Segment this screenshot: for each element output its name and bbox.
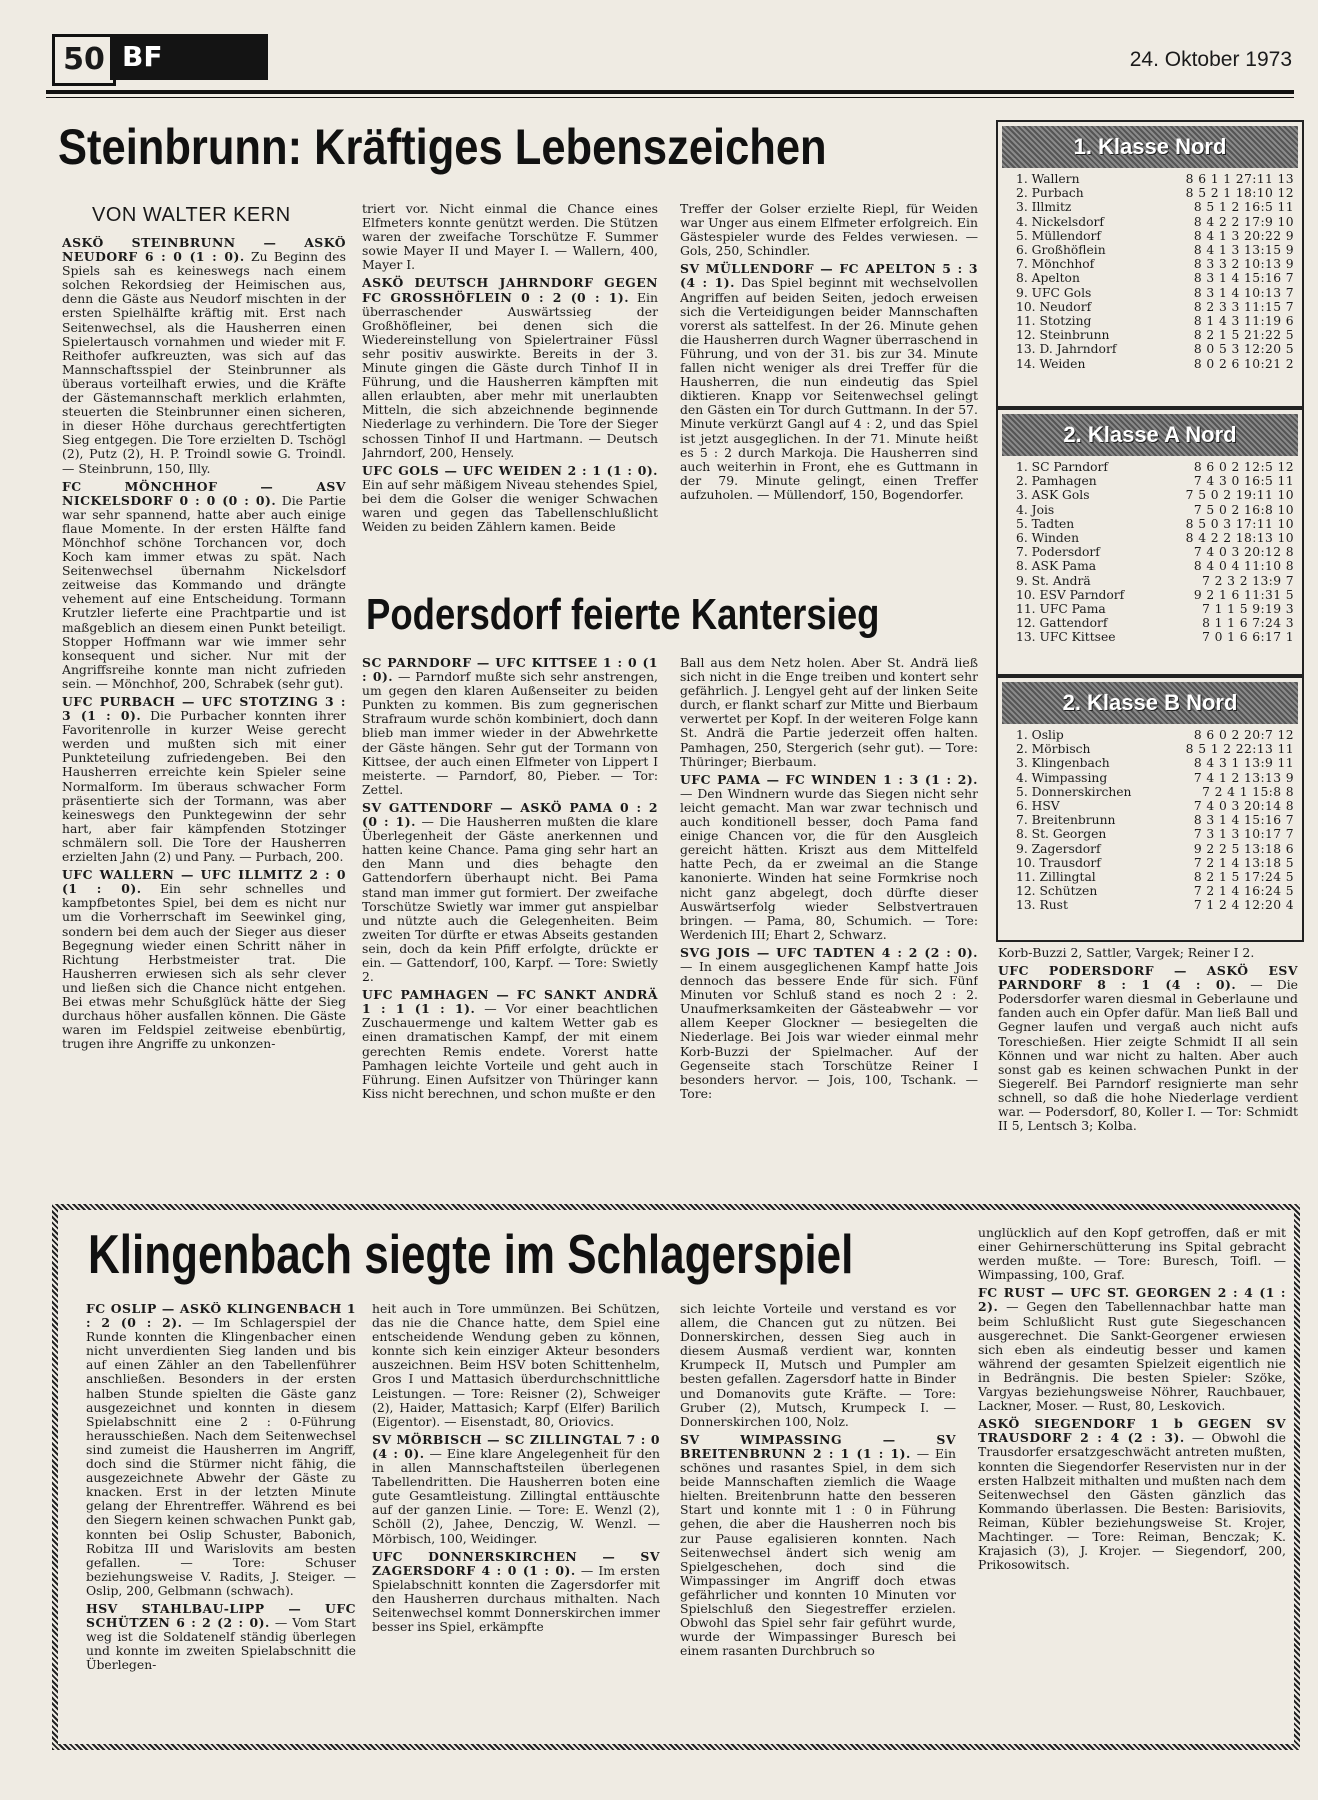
article2-column-1 bbox=[362, 656, 658, 1184]
paragraph bbox=[998, 964, 1298, 1133]
paragraph-text: — Eine klare Angelegenheit für den in allen Mannschaftsteilen überlegenen Tabellendritten. Die Hausherren boten eine gute Gesamtleistung. Zillingtal enttäuschte auf der ganzen Linie. — Tore: E. Wenzl (2), Schöll (2), Jahee, Denczig, W. Wenzl. — Mörbisch, 100, Weidinger. bbox=[372, 1445, 660, 1546]
team-stats: 7 0 1 6 6:17 1 bbox=[1202, 630, 1294, 645]
paragraph-text: Ein überraschender Auswärtssieg der Großhöfleiner, bei denen sich die Wiedereinstellung von Spielertrainer Füssl sehr positiv auswirkte. Bereits in der 3. Minute gingen die Gäste durch Tinhof II in Führung, und die Hausherren kämpften mit allen erlaubten, aber mehr mit unerlaubten Mitteln, die sich abzeichnende beginnende Niederlage zu verhindern. Die Tore der Sieger schossen Tinhof II und Hartmann. — Deutsch Jahrndorf, 200, Hensely. bbox=[362, 289, 658, 460]
match-heading: SC PARNDORF — UFC KITTSEE 1 : 0 (1 : 0). bbox=[362, 656, 658, 685]
table-row bbox=[998, 314, 1302, 328]
team-stats: 8 5 1 2 22:13 11 bbox=[1185, 742, 1294, 757]
match-heading: UFC PAMHAGEN — FC SANKT ANDRÄ 1 : 1 (1 : 1). bbox=[362, 987, 658, 1017]
paragraph bbox=[978, 1286, 1286, 1413]
table-row bbox=[998, 630, 1302, 644]
team-name: 12. Steinbrunn bbox=[1016, 328, 1110, 343]
article3-column-4 bbox=[978, 1226, 1286, 1732]
team-stats: 8 4 3 1 13:9 11 bbox=[1193, 756, 1294, 771]
team-name: 9. St. Andrä bbox=[1016, 573, 1091, 588]
paragraph-text: Zu Beginn des Spiels sah es keineswegs nach einem solchen Rekordsieg der Heimischen aus, denn die Gäste aus Neudorf mischten in der ersten Spielhälfte kräftig mit. Erst nach Seitenwechsel, als die Hausherren einen Spielertausch vornahmen und wieder mit F. Reithofer aufkreuzten, was sich auf das Mannschaftsspiel der Steinbrunner als überaus vorteilhaft erwies, und die Kräfte der Gästemannschaft merklich erlahmten, steuerten die Steinbrunner einen sicheren, in dieser Höhe durchaus gerechtfertigten Sieg entgegen. Die Tore erzielten D. Tschögl (2), Putz (2), H. P. Troindl sowie G. Troindl. — Steinbrunn, 150, Illy. bbox=[62, 249, 346, 476]
team-name: 3. Klingenbach bbox=[1016, 756, 1110, 771]
team-stats: 7 5 0 2 16:8 10 bbox=[1193, 502, 1294, 517]
team-name: 5. Tadten bbox=[1016, 516, 1075, 531]
paragraph-text: — Ein schönes und rasantes Spiel, in dem sich beide Mannschaften ziemlich die Waage hielten. Breitenbrunn hatte den besseren Start und konnte mit 1 : 0 in Führung gehen, die aber die Hausherren noch bis zur Pause egalisieren konnten. Nach Seitenwechsel ändert sich wenig am Spielgeschehen, doch sind die Wimpassinger im Angriff doch etwas gefährlicher und konnten 10 Minuten vor Spielschluß den Siegestreffer erzielen. Obwohl das Spiel sehr fair geführt wurde, wurde der Wimpassinger Buresch bei einem rasanten Durchbruch so bbox=[680, 1445, 956, 1659]
paragraph bbox=[680, 1302, 956, 1429]
team-stats: 8 5 2 1 18:10 12 bbox=[1185, 186, 1294, 201]
table-row bbox=[998, 271, 1302, 285]
team-stats: 8 4 1 3 20:22 9 bbox=[1193, 228, 1294, 243]
match-heading: UFC PAMA — FC WINDEN 1 : 3 (1 : 2). bbox=[680, 771, 978, 787]
paragraph-text: Die Purbacher konnten ihrer Favoritenrolle in kurzer Weise gerecht werden und mußten sich mit einer Punkteteilung zufriedengeben. Bei den Hausherren erreichte kein Spieler seine Normalform. Im überaus schwacher Form präsentierte sich der Tormann, was aber keineswegs den Punktegewinn der sehr hart, aber fair kämpfenden Stotzinger schmälern soll. Die Tore der Hausherren erzielten Jahn (2) und Pany. — Purbach, 200. bbox=[62, 708, 346, 865]
team-stats: 8 5 0 3 17:11 10 bbox=[1185, 516, 1294, 531]
table-row bbox=[998, 827, 1302, 841]
table-row bbox=[998, 357, 1302, 371]
paragraph bbox=[978, 1417, 1286, 1572]
table-row bbox=[998, 856, 1302, 870]
paragraph bbox=[372, 1550, 660, 1635]
team-stats: 8 1 4 3 11:19 6 bbox=[1193, 314, 1294, 329]
paragraph bbox=[62, 695, 346, 864]
team-stats: 7 4 1 2 13:13 9 bbox=[1193, 770, 1294, 785]
table-row bbox=[998, 870, 1302, 884]
team-stats: 7 1 2 4 12:20 4 bbox=[1193, 898, 1294, 913]
match-heading: HSV STAHLBAU-LIPP — UFC SCHÜTZEN 6 : 2 (2 : 0). bbox=[86, 1600, 356, 1631]
article3-column-1 bbox=[86, 1302, 356, 1732]
byline: VON WALTER KERN bbox=[92, 204, 291, 226]
paragraph-text: heit auch in Tore ummünzen. Bei Schützen, das nie die Chance hatte, dem Spiel eine entscheidende Wendung geben zu können, konnte sich kein einziger Akteur besonders auszeichnen. Beim HSV boten Schittenhelm, Gros I und Mattasich überdurchschnittliche Leistungen. — Tore: Reisner (2), Schweiger (2), Haider, Mattasich; Karpf (Elfer) Barilich (Eigentor). — Eisenstadt, 80, Oriovics. bbox=[372, 1302, 660, 1429]
team-name: 2. Pamhagen bbox=[1016, 474, 1097, 489]
table-row bbox=[998, 474, 1302, 488]
team-stats: 8 4 1 3 13:15 9 bbox=[1193, 243, 1294, 258]
team-name: 4. Wimpassing bbox=[1016, 770, 1108, 785]
team-name: 4. Nickelsdorf bbox=[1016, 214, 1104, 229]
paragraph bbox=[372, 1433, 660, 1546]
team-stats: 7 5 0 2 19:11 10 bbox=[1185, 488, 1294, 503]
article1-column-3 bbox=[680, 202, 978, 582]
table-rows bbox=[998, 460, 1302, 645]
table-2-klasse-a-nord bbox=[996, 408, 1304, 676]
team-name: 11. Stotzing bbox=[1016, 314, 1092, 329]
paragraph bbox=[62, 236, 346, 476]
paragraph-text: sich leichte Vorteile und verstand es vor allem, die Chancen gut zu nützen. Bei Donnerskirchen, dessen Sieg auch in diesem Ausmaß verdient war, konnten Krumpeck II, Mutsch und Pumpler am besten gefallen. Zagersdorf hatte in Binder und Domanovits gute Kräfte. — Tore: Gruber (2), Mutsch, Krumpeck I. — Donnerskirchen 100, Nolz. bbox=[680, 1302, 956, 1429]
team-name: 13. UFC Kittsee bbox=[1016, 630, 1116, 645]
table-row bbox=[998, 460, 1302, 474]
team-stats: 8 5 1 2 16:5 11 bbox=[1193, 200, 1294, 215]
team-name: 10. Trausdorf bbox=[1016, 855, 1101, 870]
match-heading: FC RUST — UFC ST. GEORGEN 2 : 4 (1 : 2). bbox=[978, 1285, 1286, 1315]
table-row bbox=[998, 884, 1302, 898]
paragraph bbox=[62, 868, 346, 1051]
table-row bbox=[998, 503, 1302, 517]
team-name: 8. ASK Pama bbox=[1016, 559, 1097, 574]
paragraph bbox=[86, 1602, 356, 1672]
team-stats: 7 2 1 4 16:24 5 bbox=[1193, 884, 1294, 899]
team-name: 10. ESV Parndorf bbox=[1016, 587, 1125, 602]
paragraph-text: unglücklich auf den Kopf getroffen, daß er mit einer Gehirnerschütterung ins Spital gebracht werden mußte. — Tore: Buresch, Toifl. — Wimpassing, 100, Graf. bbox=[978, 1226, 1286, 1283]
team-stats: 8 0 5 3 12:20 5 bbox=[1193, 342, 1294, 357]
paragraph-text: Korb-Buzzi 2, Sattler, Vargek; Reiner I 2. bbox=[998, 946, 1255, 960]
match-heading: UFC GOLS — UFC WEIDEN 2 : 1 (1 : 0). bbox=[362, 462, 658, 478]
issue-date: 24. Oktober 1973 bbox=[1129, 48, 1292, 71]
paragraph bbox=[998, 946, 1298, 960]
team-name: 12. Gattendorf bbox=[1016, 616, 1108, 631]
header-rule bbox=[46, 90, 1294, 94]
paragraph-text: — Den Windnern wurde das Siegen nicht sehr leicht gemacht. Man war zwar technisch und auch konditionell besser, doch Pama fand einige Chancen vor, die für den Ausgleich gereicht hätten. Kriszt aus dem Mittelfeld hatte Pech, da er zweimal an die Stange kanonierte. Winden hat seine Formkrise noch nicht ganz abgelegt, doch dürfte dieser Auswärtserfolg wieder Selbstvertrauen bringen. — Pama, 80, Schumich. — Tore: Werdenich III; Ehart 2, Schwarz. bbox=[680, 785, 978, 942]
team-name: 13. Rust bbox=[1016, 898, 1068, 913]
paragraph bbox=[680, 946, 978, 1101]
match-heading: ASKÖ DEUTSCH JAHRNDORF GEGEN FC GROSSHÖFLEIN 0 : 2 (0 : 1). bbox=[362, 275, 658, 305]
team-name: 6. HSV bbox=[1016, 799, 1060, 814]
paragraph-text: — Die Hausherren mußten die klare Überlegenheit der Gäste anerkennen und hatten keine Chance. Pama ging sehr hart an den Mann und dies behagte den Gattendorfern überhaupt nicht. Bei Pama stand man immer gut formiert. Der zweifache Torschütze Swietly war immer gut anspielbar und nützte auch die Gelegenheiten. Beim zweiten Tor dürfte er etwas Abseits gestanden sein, doch da kein Pfiff erfolgte, drückte er ein. — Gattendorf, 100, Karpf. — Tore: Swietly 2. bbox=[362, 814, 658, 985]
table-row bbox=[998, 186, 1302, 200]
paragraph bbox=[680, 262, 978, 502]
team-stats: 8 3 1 4 10:13 7 bbox=[1193, 285, 1294, 300]
team-stats: 8 3 3 2 10:13 9 bbox=[1193, 257, 1294, 272]
table-row bbox=[998, 517, 1302, 531]
table-1-klasse-nord bbox=[996, 120, 1304, 408]
team-stats: 9 2 1 6 11:31 5 bbox=[1193, 587, 1294, 602]
match-heading: FC OSLIP — ASKÖ KLINGENBACH 1 : 2 (0 : 2). bbox=[86, 1302, 356, 1331]
team-stats: 8 6 0 2 12:5 12 bbox=[1193, 460, 1294, 474]
table-row bbox=[998, 842, 1302, 856]
table-row bbox=[998, 602, 1302, 616]
table-row bbox=[998, 243, 1302, 257]
team-stats: 7 4 0 3 20:12 8 bbox=[1193, 545, 1294, 560]
paragraph-text: — Vor einer beachtlichen Zuschauermenge und kaltem Wetter gab es einen dramatischen Kampf, der mit einem gerechten Remis endete. Vorerst hatte Pamhagen leichte Vorteile und geht auch in Führung. Einen Aufsitzer von Thüringer kann Kiss nicht berechnen, und schon mußte er den bbox=[362, 1001, 658, 1101]
paragraph bbox=[362, 656, 658, 797]
paragraph-text: — Vom Start weg ist die Soldatenelf ständig überlegen und konnte im zweiten Spielabschnitt die Überlegen- bbox=[86, 1615, 356, 1673]
table-row bbox=[998, 588, 1302, 602]
paragraph-text: Ein auf sehr mäßigem Niveau stehendes Spiel, bei dem die Golser die weniger Schwachen waren und gegen das Tabellenschlußlicht Weiden zu beiden Zählern kamen. Beide bbox=[362, 476, 658, 535]
team-stats: 7 2 4 1 15:8 8 bbox=[1202, 784, 1294, 799]
match-heading: SV GATTENDORF — ASKÖ PAMA 0 : 2 (0 : 1). bbox=[362, 799, 658, 830]
team-name: 12. Schützen bbox=[1016, 884, 1098, 899]
paragraph-text: — In einem ausgeglichenen Kampf hatte Jois dennoch das bessere Ende für sich. Fünf Minuten vor Schluß stand es noch 2 : 2. Unaufmerksamkeiten der Gästeabwehr — vor allem Keeper Glockner — besiegelten die Niederlage. Bei Jois war wieder einmal mehr Korb-Buzzi der Spielmacher. Auf der Gegenseite stach Torschütze Reiner I besonders hervor. — Jois, 100, Tschank. — Tore: bbox=[680, 958, 978, 1101]
team-name: 1. SC Parndorf bbox=[1016, 460, 1108, 474]
paragraph bbox=[372, 1302, 660, 1429]
paragraph bbox=[362, 202, 658, 272]
team-name: 8. St. Georgen bbox=[1016, 827, 1107, 842]
team-stats: 8 4 0 4 11:10 8 bbox=[1193, 559, 1294, 574]
match-heading: UFC PODERSDORF — ASKÖ ESV PARNDORF 8 : 1 (4 : 0). bbox=[998, 963, 1298, 993]
table-2-klasse-b-nord bbox=[996, 676, 1304, 942]
paragraph bbox=[680, 773, 978, 942]
team-stats: 8 3 1 4 15:16 7 bbox=[1193, 813, 1294, 828]
team-stats: 7 2 3 2 13:9 7 bbox=[1202, 573, 1294, 588]
table-row bbox=[998, 229, 1302, 243]
team-stats: 8 4 2 2 17:9 10 bbox=[1193, 214, 1294, 229]
paragraph-text: Ball aus dem Netz holen. Aber St. Andrä ließ sich nicht in die Enge treiben und kontert sehr gefährlich. J. Lengyel geht auf der linken Seite durch, er flankt scharf zur Mitte und Bierbaum verwertet per Kopf. In der weiteren Folge kann St. Andrä die Partie jederzeit offen halten. Pamhagen, 250, Stergerich (sehr gut). — Tore: Thüringer; Bierbaum. bbox=[680, 656, 978, 769]
table-row bbox=[998, 742, 1302, 756]
match-heading: UFC WALLERN — UFC ILLMITZ 2 : 0 (1 : 0). bbox=[62, 867, 346, 897]
paragraph-text: Treffer der Golser erzielte Riepl, für Weiden war Unger aus einem Elfmeter erfolgreich. Ein Gästespieler wurde des Feldes verwiesen. — Gols, 250, Schindler. bbox=[680, 202, 978, 259]
team-name: 11. UFC Pama bbox=[1016, 602, 1106, 617]
paragraph bbox=[680, 656, 978, 769]
team-stats: 8 1 1 6 7:24 3 bbox=[1202, 616, 1294, 631]
team-name: 11. Zillingtal bbox=[1016, 870, 1096, 885]
paragraph-text: Ein sehr schnelles und kampfbetontes Spiel, bei dem es nicht nur um die Vorherrschaft im Seewinkel ging, sondern bei dem auch der Sieger aus dieser Begegnung wieder einen Schritt näher in Richtung Herbstmeister trat. Die Hausherren erwiesen sich als sehr clever und ließen sich die Chance nicht entgehen. Bei etwas mehr Schußglück hätte der Sieg durchaus höher ausfallen können. Die Gäste waren im Feldspiel zeitweise ebenbürtig, trugen ihre Angriffe zu unkonzen- bbox=[62, 881, 346, 1052]
header-rule-thin bbox=[46, 97, 1294, 98]
paragraph-text: — Im Schlagerspiel der Runde konnten die Klingenbacher einen nicht unverdienten Sieg landen und bis auf einen Zähler an den Tabellenführer anschließen. Besonders in der ersten halben Stunde spielten die Gäste ganz ausgezeichnet und konnten in diesem Spielabschnitt eine 2 : 0-Führung herausschießen. Nach dem Seitenwechsel sind zumeist die Hausherren im Angriff, doch sind die Stürmer nicht fähig, die ausgezeichnete Abwehr der Gäste zu knacken. Erst in der letzten Minute gelang der Ehrentreffer. Während es bei den Siegern keinen schwachen Punkt gab, konnten bei Oslip Schuster, Babonich, Robitza III und Warislovits am besten gefallen. — Tore: Schuser beziehungsweise V. Radits, J. Steiger. — Oslip, 200, Gelbmann (schwach). bbox=[86, 1315, 356, 1598]
table-title: 2. Klasse B Nord bbox=[1002, 682, 1298, 724]
table-row bbox=[998, 300, 1302, 314]
paragraph bbox=[680, 202, 978, 258]
team-name: 5. Müllendorf bbox=[1016, 228, 1101, 243]
team-name: 7. Breitenbrunn bbox=[1016, 813, 1116, 828]
match-heading: UFC DONNERSKIRCHEN — SV ZAGERSDORF 4 : 0 (1 : 0). bbox=[372, 1548, 660, 1578]
headline-podersdorf: Podersdorf feierte Kantersieg bbox=[366, 590, 880, 639]
table-rows bbox=[998, 728, 1302, 913]
table-row bbox=[998, 286, 1302, 300]
table-row bbox=[998, 799, 1302, 813]
paragraph-text: triert vor. Nicht einmal die Chance eines Elfmeters konnte genützt werden. Die Stützen waren der zweifache Torschütze F. Summer sowie Mayer II und Mayer I. — Wallern, 400, Mayer I. bbox=[362, 202, 658, 273]
match-heading: FC MÖNCHHOF — ASV NICKELSDORF 0 : 0 (0 : 0). bbox=[62, 478, 346, 508]
match-heading: SVG JOIS — UFC TADTEN 4 : 2 (2 : 0). bbox=[680, 944, 978, 960]
team-stats: 8 2 3 3 11:15 7 bbox=[1193, 299, 1294, 314]
match-heading: SV WIMPASSING — SV BREITENBRUNN 2 : 1 (1 : 1). bbox=[680, 1431, 956, 1461]
article1-column-2 bbox=[362, 202, 658, 582]
match-heading: SV MÜLLENDORF — FC APELTON 5 : 3 (4 : 1). bbox=[680, 261, 978, 291]
paragraph bbox=[362, 464, 658, 534]
headline-klingenbach: Klingenbach siegte im Schlagerspiel bbox=[88, 1223, 854, 1285]
paragraph-text: — Obwohl die Trausdorfer ersatzgeschwächt antreten mußten, konnten die Siegendorfer Reservisten nur in der ersten Halbzeit mithalten und mußten nach dem Seitenwechsel den Gästen gänzlich das Kommando überlassen. Die Besten: Barisiovits, Reiman, Kübler beziehungsweise St. Krojer, Machtinger. — Tore: Reiman, Benczak; K. Krajasich (3), J. Krojer. — Siegendorf, 200, Prikosowitsch. bbox=[978, 1430, 1286, 1573]
team-name: 4. Jois bbox=[1016, 502, 1055, 517]
team-name: 10. Neudorf bbox=[1016, 299, 1092, 314]
paragraph bbox=[680, 1433, 956, 1659]
paragraph-text: Das Spiel beginnt mit wechselvollen Angriffen auf beiden Seiten, jedoch erweisen sich die Verteidigungen beider Mannschaften vorerst als sattelfest. In der 26. Minute gehen die Hausherren durch Wagner überraschend in Führung, und von der 31. bis zur 34. Minute fallen nicht weniger als drei Treffer für die Hausherren, die nun eindeutig das Spiel diktieren. Knapp vor Seitenwechsel gelingt den Gästen ein Tor durch Guttmann. In der 57. Minute verkürzt Gangl auf 4 : 2, und das Spiel ist jetzt ausgeglichen. In der 71. Minute heißt es 5 : 2 durch Markoja. Die Hausherren sind auch weiterhin in Front, ehe es Guttmann in der 79. Minute gelingt, einen Treffer aufzuholen. — Müllendorf, 150, Bogendorfer. bbox=[680, 275, 978, 502]
table-row bbox=[998, 785, 1302, 799]
team-stats: 8 2 1 5 21:22 5 bbox=[1193, 328, 1294, 343]
team-stats: 8 2 1 5 17:24 5 bbox=[1193, 870, 1294, 885]
table-row bbox=[998, 342, 1302, 356]
team-stats: 7 2 1 4 13:18 5 bbox=[1193, 855, 1294, 870]
team-name: 5. Donnerskirchen bbox=[1016, 784, 1132, 799]
table-row bbox=[998, 559, 1302, 573]
table-row bbox=[998, 756, 1302, 770]
table-row bbox=[998, 531, 1302, 545]
team-name: 2. Mörbisch bbox=[1016, 742, 1091, 757]
table-row bbox=[998, 200, 1302, 214]
team-stats: 9 2 2 5 13:18 6 bbox=[1193, 841, 1294, 856]
team-name: 14. Weiden bbox=[1016, 356, 1086, 371]
table-row bbox=[998, 898, 1302, 912]
match-heading: ASKÖ SIEGENDORF 1 b GEGEN SV TRAUSDORF 2 : 4 (2 : 3). bbox=[978, 1416, 1286, 1446]
table-title: 2. Klasse A Nord bbox=[1002, 414, 1298, 456]
paragraph bbox=[362, 801, 658, 984]
table-title: 1. Klasse Nord bbox=[1002, 126, 1298, 168]
paragraph-text: — Im ersten Spielabschnitt konnten die Zagersdorfer mit den Hausherren durchaus mithalten. Nach Seitenwechsel kommt Donnerskirchen immer besser ins Spiel, erkämpfte bbox=[372, 1562, 660, 1635]
table-row bbox=[998, 616, 1302, 630]
team-name: 3. Illmitz bbox=[1016, 200, 1072, 215]
team-stats: 8 0 2 6 10:21 2 bbox=[1193, 356, 1294, 371]
article3-column-3 bbox=[680, 1302, 956, 1732]
paragraph-text: — Die Podersdorfer waren diesmal in Geberlaune und fanden auch ein Opfer dafür. Man ließ Ball und Gegner laufen und vergaß auch nicht aufs Toreschießen. Hier zeigte Schmidt II all sein Können und war nicht zu halten. Aber auch sonst gab es keinen schwachen Punkt in der Siegerelf. Bei Parndorf resignierte man sehr schnell, so daß die hohe Niederlage verdient war. — Podersdorf, 80, Koller I. — Tor: Schmidt II 5, Lentsch 3; Kolba. bbox=[998, 977, 1298, 1134]
paper-name: BF bbox=[110, 34, 268, 80]
team-name: 2. Purbach bbox=[1016, 186, 1084, 201]
paragraph bbox=[86, 1302, 356, 1598]
table-row bbox=[998, 545, 1302, 559]
paragraph-text: — Gegen den Tabellennachbar hatte man beim Schlußlicht Rust gute Siegeschancen ausgerechnet. Die Sankt-Georgener erwiesen sich eben als eindeutig besser und kamen während der gesamten Spielzeit eigentlich nie in Bedrängnis. Die besten Spieler: Szöke, Vargyas beziehungsweise Nöhrer, Rauchbauer, Lackner, Moser. — Rust, 80, Leskovich. bbox=[978, 1299, 1286, 1414]
paragraph bbox=[978, 1226, 1286, 1282]
table-row bbox=[998, 728, 1302, 742]
team-stats: 8 6 1 1 27:11 13 bbox=[1185, 172, 1294, 186]
team-name: 7. Mönchhof bbox=[1016, 257, 1095, 272]
match-heading: ASKÖ STEINBRUNN — ASKÖ NEUDORF 6 : 0 (1 : 0). bbox=[62, 236, 346, 265]
article2-column-3 bbox=[998, 946, 1298, 1184]
team-name: 9. Zagersdorf bbox=[1016, 841, 1101, 856]
paragraph bbox=[62, 480, 346, 691]
team-name: 1. Oslip bbox=[1016, 728, 1064, 742]
headline-steinbrunn: Steinbrunn: Kräftiges Lebenszeichen bbox=[58, 119, 827, 175]
team-stats: 8 4 2 2 18:13 10 bbox=[1185, 531, 1294, 546]
team-name: 3. ASK Gols bbox=[1016, 488, 1090, 503]
team-name: 6. Winden bbox=[1016, 531, 1079, 546]
article2-column-2 bbox=[680, 656, 978, 1184]
table-row bbox=[998, 172, 1302, 186]
team-stats: 7 1 1 5 9:19 3 bbox=[1202, 602, 1294, 617]
table-row bbox=[998, 328, 1302, 342]
table-row bbox=[998, 813, 1302, 827]
table-row bbox=[998, 771, 1302, 785]
team-name: 6. Großhöflein bbox=[1016, 243, 1106, 258]
table-row bbox=[998, 257, 1302, 271]
match-heading: SV MÖRBISCH — SC ZILLINGTAL 7 : 0 (4 : 0). bbox=[372, 1431, 660, 1461]
team-name: 1. Wallern bbox=[1016, 172, 1080, 186]
team-stats: 7 3 1 3 10:17 7 bbox=[1193, 827, 1294, 842]
page-number: 50 bbox=[52, 34, 116, 86]
article3-column-2 bbox=[372, 1302, 660, 1732]
team-name: 7. Podersdorf bbox=[1016, 545, 1100, 560]
table-rows bbox=[998, 172, 1302, 371]
team-name: 13. D. Jahrndorf bbox=[1016, 342, 1117, 357]
match-heading: UFC PURBACH — UFC STOTZING 3 : 3 (1 : 0). bbox=[62, 694, 346, 724]
article1-column-1 bbox=[62, 236, 346, 1182]
team-stats: 7 4 0 3 20:14 8 bbox=[1193, 799, 1294, 814]
team-stats: 8 3 1 4 15:16 7 bbox=[1193, 271, 1294, 286]
team-name: 8. Apelton bbox=[1016, 271, 1080, 286]
paragraph bbox=[362, 988, 658, 1101]
table-row bbox=[998, 488, 1302, 502]
team-stats: 7 4 3 0 16:5 11 bbox=[1193, 474, 1294, 489]
team-name: 9. UFC Gols bbox=[1016, 285, 1092, 300]
team-stats: 8 6 0 2 20:7 12 bbox=[1193, 728, 1294, 742]
paragraph-text: Die Partie war sehr spannend, hatte aber auch einige flaue Momente. In der ersten Hälfte fand Mönchhof schöne Torchancen vor, doch Koch kam immer etwas zu spät. Nach Seitenwechsel übernahm Nickelsdorf zeitweise das Kommando und drängte vehement auf eine Entscheidung. Tormann Krutzler lieferte eine Prachtpartie und ist maßgeblich an diesem einen Punkt beteiligt. Stopper Hoffmann war wie immer sehr konsequent und sicher. Nur mit der Angriffsreihe konnte man nicht zufrieden sein. — Mönchhof, 200, Schrabek (sehr gut). bbox=[62, 492, 346, 691]
table-row bbox=[998, 574, 1302, 588]
paragraph bbox=[362, 276, 658, 459]
paragraph-text: — Parndorf mußte sich sehr anstrengen, um gegen den klaren Außenseiter zu beiden Punkten zu kommen. Bis zum gegnerischen Strafraum wurde schön kombiniert, doch dann blieb man immer wieder in der Abwehrkette der Gäste hängen. Sehr gut der Tormann von Kittsee, der auch einen Elfmeter von Lippert I meisterte. — Parndorf, 80, Pieber. — Tor: Zettel. bbox=[362, 669, 658, 797]
table-row bbox=[998, 215, 1302, 229]
